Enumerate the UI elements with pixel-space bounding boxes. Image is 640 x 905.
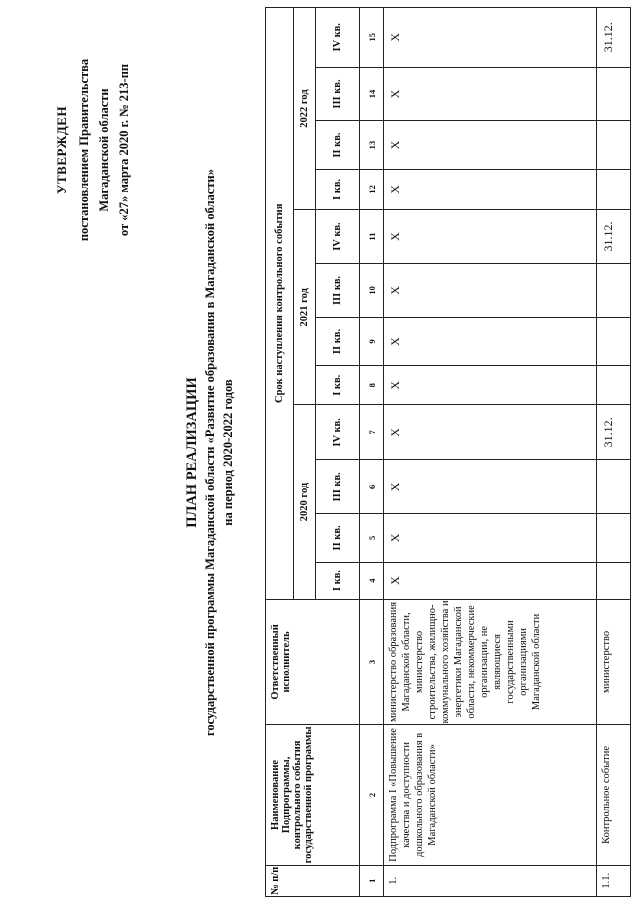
approval-heading: УТВЕРЖДЕН: [54, 105, 69, 195]
approval-line-1: постановлением Правительства: [77, 58, 91, 242]
schedule-cell: [597, 514, 631, 562]
row-executor: министерство: [597, 599, 631, 725]
header-quarter: I кв.: [316, 366, 360, 405]
schedule-cell: X: [384, 460, 597, 514]
column-number: 14: [360, 67, 384, 121]
document-title: [183, 30, 237, 875]
header-year-2020: 2020 год: [294, 405, 316, 599]
header-quarter: IV кв.: [316, 405, 360, 460]
header-name: Наименование Подпрограммы, контрольного события государственной программы: [266, 725, 360, 865]
schedule-cell: [597, 317, 631, 365]
approval-stamp: [52, 10, 134, 290]
schedule-cell: [597, 460, 631, 514]
schedule-cell: [597, 169, 631, 209]
schedule-cell: [597, 263, 631, 317]
column-number: 9: [360, 317, 384, 365]
schedule-cell: [597, 562, 631, 599]
schedule-cell: X: [384, 514, 597, 562]
row-name: Контрольное событие: [597, 725, 631, 865]
header-quarter: III кв.: [316, 263, 360, 317]
header-quarter: I кв.: [316, 169, 360, 209]
column-number: 7: [360, 405, 384, 460]
row-num: 1.: [384, 865, 597, 896]
plan-table: [265, 7, 631, 897]
header-quarter: II кв.: [316, 121, 360, 169]
column-number: 15: [360, 8, 384, 68]
column-number: 10: [360, 263, 384, 317]
schedule-cell: X: [384, 366, 597, 405]
schedule-cell: 31.12.: [597, 210, 631, 264]
column-number: 8: [360, 366, 384, 405]
row-num: 1.1.: [597, 865, 631, 896]
schedule-cell: [597, 67, 631, 121]
schedule-cell: X: [384, 169, 597, 209]
column-number: 12: [360, 169, 384, 209]
schedule-cell: 31.12.: [597, 405, 631, 460]
table-row: [384, 8, 597, 897]
schedule-cell: X: [384, 121, 597, 169]
column-number: 11: [360, 210, 384, 264]
header-deadline: Срок наступления контрольного события: [266, 8, 294, 600]
header-quarter: III кв.: [316, 460, 360, 514]
header-quarter: I кв.: [316, 562, 360, 599]
schedule-cell: X: [384, 562, 597, 599]
header-executor: Ответственный исполнитель: [266, 599, 360, 725]
title-line-1: ПЛАН РЕАЛИЗАЦИИ: [184, 377, 200, 528]
column-number: 6: [360, 460, 384, 514]
table-row: [597, 8, 631, 897]
header-quarter: III кв.: [316, 67, 360, 121]
header-year-2021: 2021 год: [294, 210, 316, 405]
schedule-cell: X: [384, 8, 597, 68]
title-line-2: государственной программы Магаданской области «Развитие образования в Магаданской области»: [203, 169, 217, 736]
column-number: 2: [360, 725, 384, 865]
schedule-cell: [597, 366, 631, 405]
column-number: 5: [360, 514, 384, 562]
approval-line-2: Магаданской области: [97, 88, 111, 212]
schedule-cell: [597, 121, 631, 169]
approval-line-3: от «27» марта 2020 г. № 213-пп: [117, 63, 131, 237]
title-line-3: на период 2020-2022 годов: [221, 379, 235, 526]
column-number: 3: [360, 599, 384, 725]
schedule-cell: 31.12.: [597, 8, 631, 68]
schedule-cell: X: [384, 405, 597, 460]
header-quarter: IV кв.: [316, 210, 360, 264]
header-quarter: II кв.: [316, 514, 360, 562]
schedule-cell: X: [384, 67, 597, 121]
schedule-cell: X: [384, 263, 597, 317]
header-num: № п/п: [266, 865, 360, 896]
column-number-row: [360, 8, 384, 897]
row-executor: министерство образования Магаданской области, министерство строительства, жилищно-коммунального хозяйства и энергетики Магаданской области, некоммерческие организации, не являющиеся государственными организациями Магаданской области: [384, 599, 597, 725]
schedule-cell: X: [384, 210, 597, 264]
column-number: 1: [360, 865, 384, 896]
column-number: 13: [360, 121, 384, 169]
schedule-cell: X: [384, 317, 597, 365]
header-quarter: IV кв.: [316, 8, 360, 68]
column-number: 4: [360, 562, 384, 599]
row-name: Подпрограмма I «Повышение качества и доступности дошкольного образования в Магаданской области»: [384, 725, 597, 865]
header-quarter: II кв.: [316, 317, 360, 365]
header-year-2022: 2022 год: [294, 8, 316, 210]
